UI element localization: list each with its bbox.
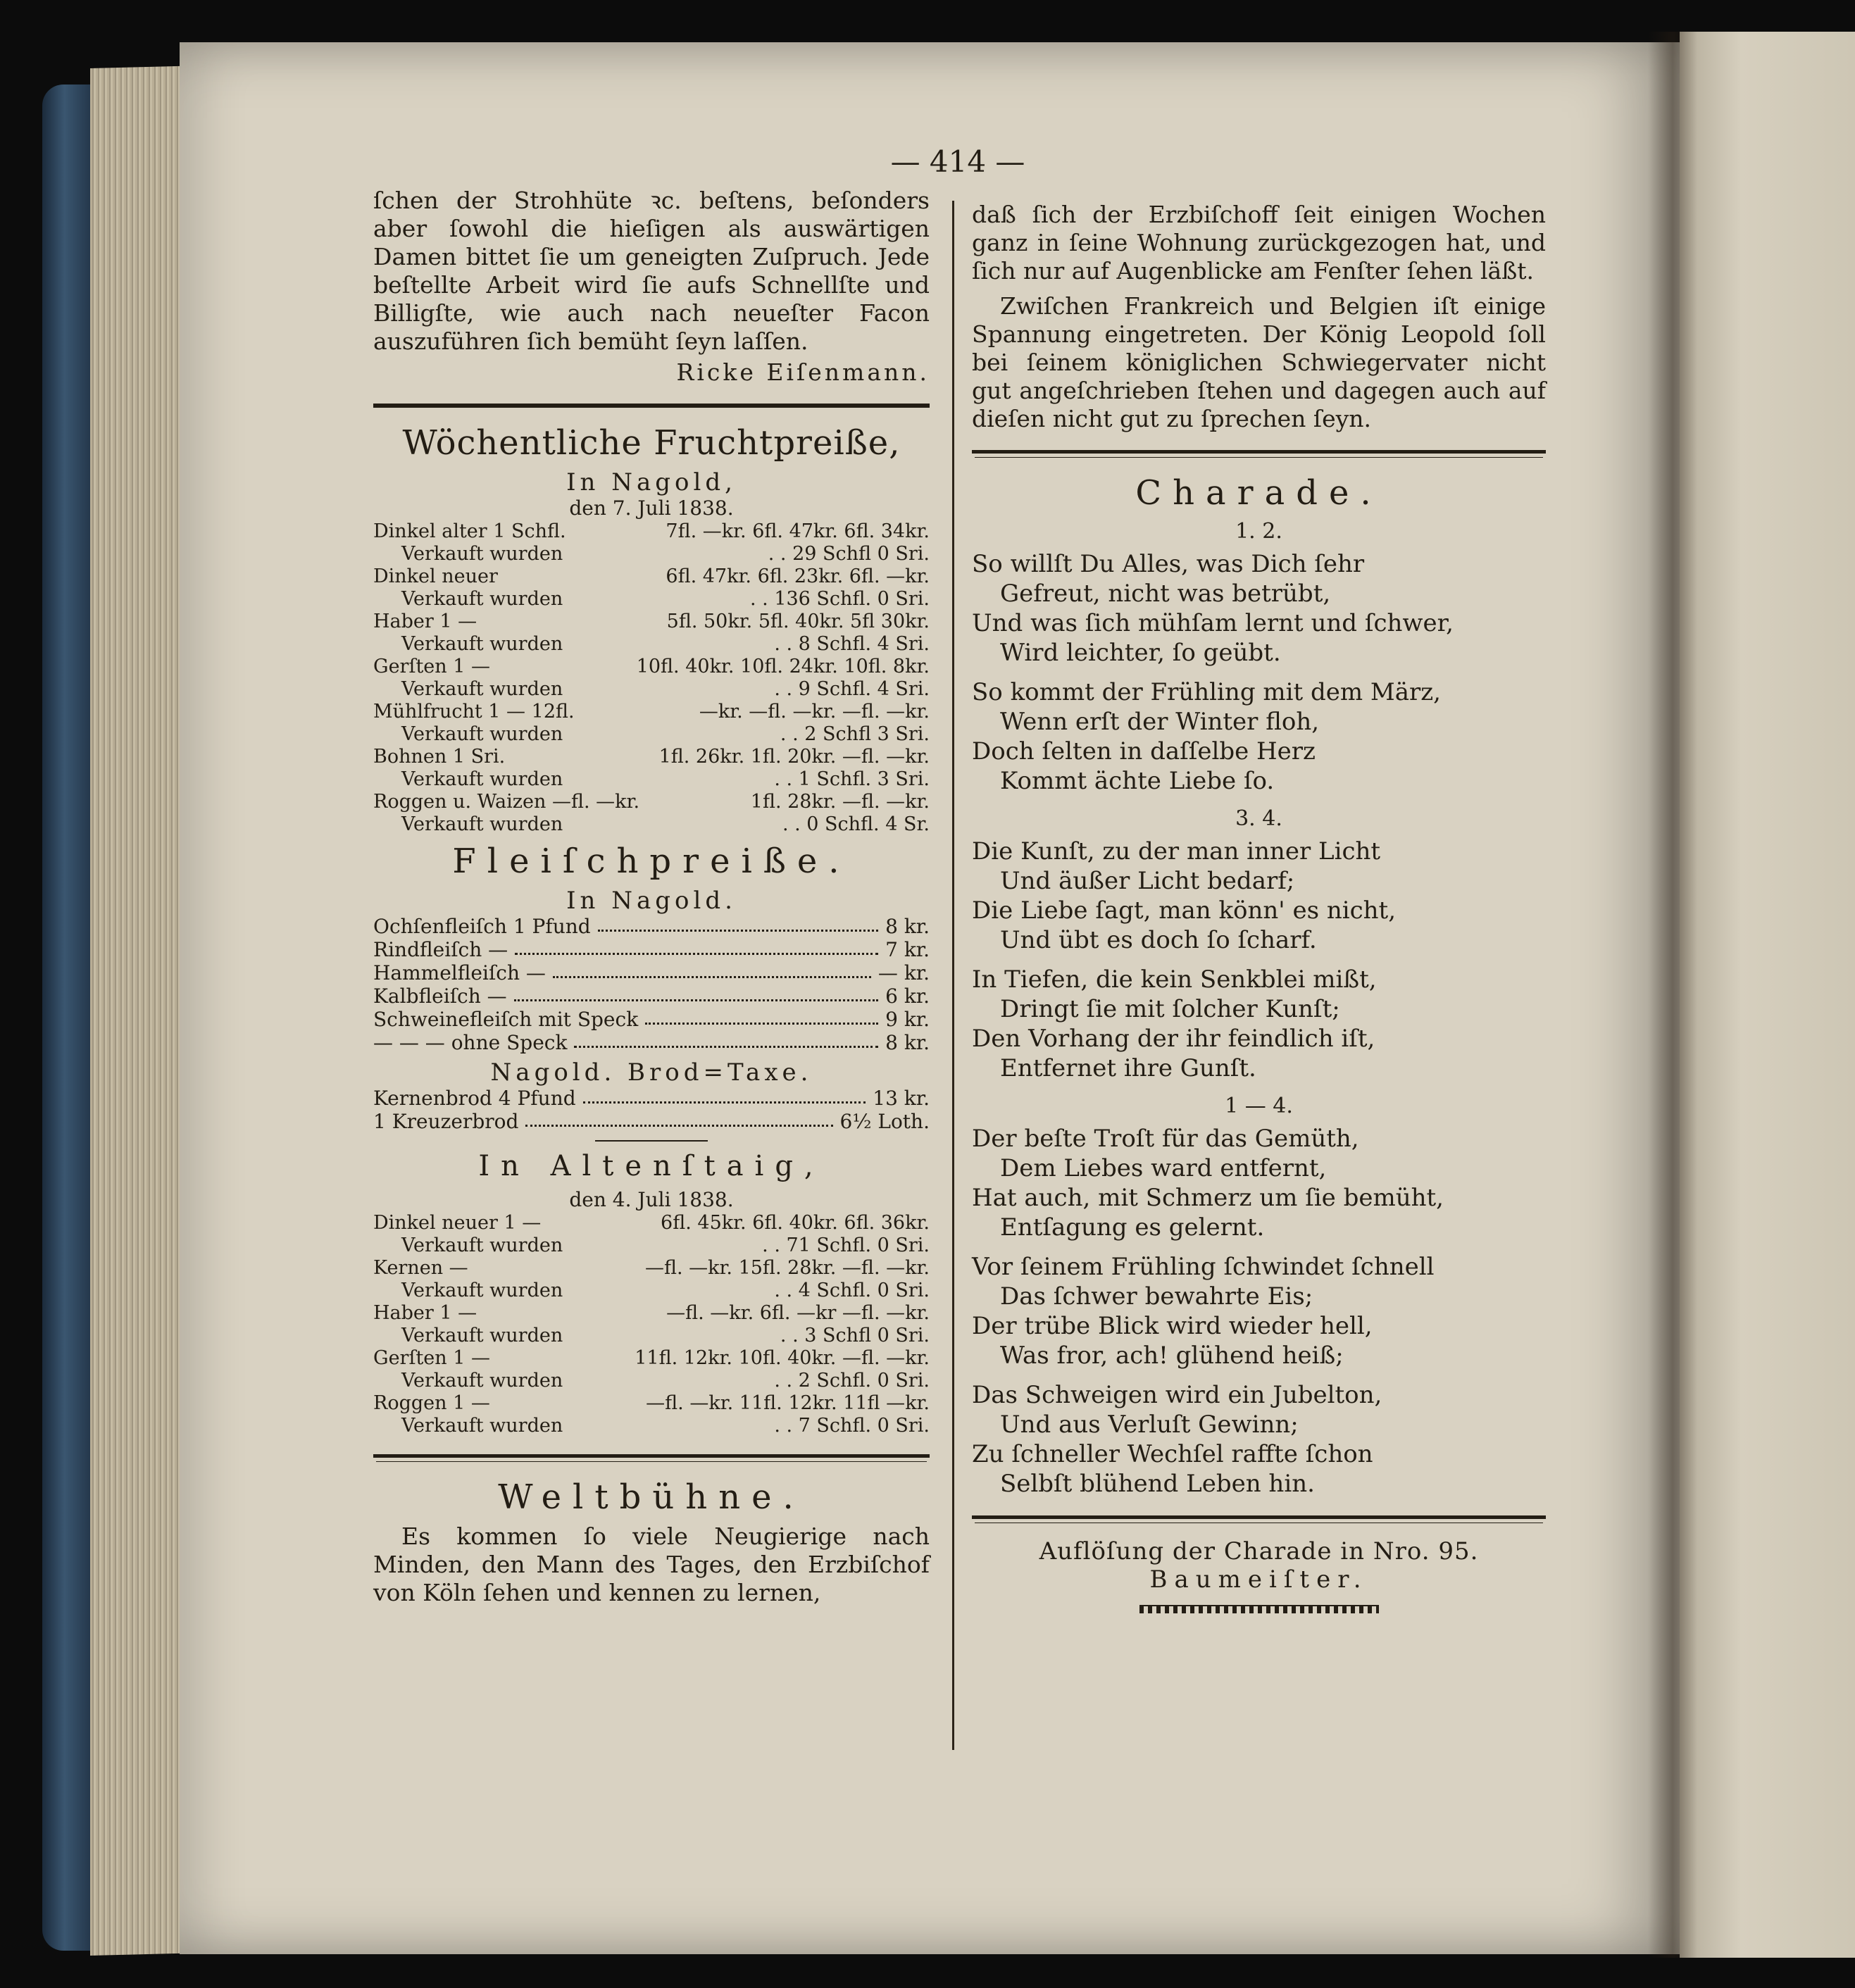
verse-line: Entſagung es gelernt. — [1000, 1213, 1265, 1242]
sold-quantity-row — [373, 1234, 930, 1257]
dot-leader — [525, 1110, 832, 1127]
section-rule — [373, 404, 930, 408]
sold-quantity-row — [373, 1415, 930, 1437]
price-row — [373, 611, 930, 633]
dot-leader — [553, 961, 871, 978]
price-row-label: Verkauft wurden — [401, 1370, 563, 1392]
price-row — [373, 1110, 930, 1133]
price-row-label: Verkauft wurden — [401, 588, 563, 610]
price-row-values: 11fl. 12kr. 10fl. 40kr. —fl. —kr. — [635, 1347, 930, 1369]
price-row — [373, 1087, 930, 1110]
price-row-label: Gerſten 1 — — [373, 656, 491, 677]
sold-quantity-row — [373, 768, 930, 791]
price-row-label: Ochſenfleiſch 1 Pfund — [373, 915, 591, 938]
price-row — [373, 791, 930, 813]
price-row-label: Haber 1 — — [373, 1302, 477, 1324]
charade-poem — [972, 518, 1546, 1499]
altensteig-title: In Altenſtaig, — [478, 1150, 825, 1182]
price-row-values: . . 8 Schfl. 4 Sri. — [774, 633, 930, 655]
charade-stanza — [972, 549, 1546, 668]
short-rule — [595, 1140, 708, 1142]
price-row-label: Verkauft wurden — [401, 1234, 563, 1256]
dot-leader — [515, 938, 878, 955]
price-row-value: — kr. — [877, 961, 930, 984]
price-row-label: Verkauft wurden — [401, 1325, 563, 1346]
charade-section-number: 1. 2. — [1235, 519, 1282, 544]
book-gutter — [1648, 32, 1697, 1958]
price-row-values: . . 29 Schfl 0 Sri. — [768, 543, 930, 565]
verse-line: Und übt es doch ſo ſcharf. — [1000, 926, 1317, 954]
sold-quantity-row — [373, 678, 930, 701]
meat-prices-place: In Nagold. — [566, 887, 737, 915]
weltbuehne-title: Weltbühne. — [498, 1477, 805, 1517]
price-row-value: 7 kr. — [885, 938, 930, 961]
sold-quantity-row — [373, 588, 930, 611]
weltbuehne-text: Es kommen ſo viele Neugierige nach Minden, den Mann des Tages, den Erzbiſchof von Köln ſehen und kennen zu lernen, — [373, 1523, 930, 1606]
price-row-label: Verkauft wurden — [401, 1415, 563, 1437]
verse-line: Die Liebe ſagt, man könn' es nicht, — [972, 896, 1397, 925]
price-row-label: Verkauft wurden — [401, 678, 563, 700]
meat-prices-table — [373, 915, 930, 1054]
meat-prices-title: Fleiſchpreiße. — [452, 842, 851, 881]
verse-line: Gefreut, nicht was betrübt, — [1000, 580, 1331, 608]
price-row — [373, 746, 930, 768]
right-column — [972, 201, 1546, 1613]
price-row-values: . . 2 Schfl 3 Sri. — [780, 723, 930, 745]
price-row — [373, 1392, 930, 1415]
price-row-label: Hammelfleiſch — — [373, 961, 546, 984]
politics-news: Zwiſchen Frankreich und Belgien iſt einige Spannung eingetreten. Der König Leopold ſoll bei ſeinem königlichen Schwiegervater nicht gut angeſchrieben ſtehen und dagegen auch auf dieſen nicht gut zu ſprechen ſeyn. — [972, 292, 1546, 432]
price-row — [373, 701, 930, 723]
dot-leader — [514, 984, 878, 1001]
sold-quantity-row — [373, 723, 930, 746]
page-number: — 414 — — [890, 144, 1025, 179]
section-rule — [972, 1515, 1546, 1522]
bread-tax-title: Nagold. Brod=Taxe. — [490, 1058, 813, 1087]
verse-line: Wird leichter, ſo geübt. — [1000, 639, 1281, 667]
price-row-values: . . 0 Schfl. 4 Sr. — [782, 813, 930, 835]
price-row-values: —fl. —kr. 11fl. 12kr. 11fl —kr. — [646, 1392, 930, 1414]
section-rule — [373, 1454, 930, 1461]
price-row-values: —fl. —kr. 15fl. 28kr. —fl. —kr. — [644, 1257, 930, 1279]
price-row-values: 5fl. 50kr. 5fl. 40kr. 5fl 30kr. — [666, 611, 930, 632]
price-row — [373, 938, 930, 961]
price-row-label: Rindfleiſch — — [373, 938, 508, 961]
price-row-values: —fl. —kr. 6fl. —kr —fl. —kr. — [666, 1302, 930, 1324]
verse-line: Und was ſich mühſam lernt und ſchwer, — [972, 609, 1454, 637]
sold-quantity-row — [373, 633, 930, 656]
verse-line: Kommt ächte Liebe ſo. — [1000, 767, 1275, 795]
charade-title: Charade. — [1135, 473, 1382, 513]
verse-line: Und äußer Licht bedarf; — [1000, 867, 1295, 895]
advertisement-signature: Ricke Eiſenmann. — [676, 358, 930, 386]
price-row — [373, 961, 930, 984]
price-row-values: 6fl. 47kr. 6fl. 23kr. 6fl. —kr. — [666, 565, 930, 587]
dot-leader — [583, 1087, 866, 1104]
verse-line: Dem Liebes ward entfernt, — [1000, 1154, 1327, 1182]
price-row-values: 1fl. 28kr. —fl. —kr. — [750, 791, 930, 813]
charade-stanza — [972, 837, 1546, 955]
price-row — [373, 1008, 930, 1031]
price-row-label: Verkauft wurden — [401, 813, 563, 835]
price-row — [373, 656, 930, 678]
book-spine — [42, 85, 92, 1951]
price-row-label: Kernen — — [373, 1257, 468, 1279]
price-row — [373, 1302, 930, 1325]
price-row-label: Verkauft wurden — [401, 1280, 563, 1301]
price-row-label: Verkauft wurden — [401, 723, 563, 745]
sold-quantity-row — [373, 1280, 930, 1302]
verse-line: So willſt Du Alles, was Dich ſehr — [972, 550, 1365, 578]
price-row — [373, 1347, 930, 1370]
price-row-values: . . 2 Schfl. 0 Sri. — [774, 1370, 930, 1392]
price-row-label: Schweinefleiſch mit Speck — [373, 1008, 639, 1031]
verse-line: Hat auch, mit Schmerz um ſie bemüht, — [972, 1184, 1444, 1212]
charade-stanza — [972, 1380, 1546, 1499]
price-row-values: 7fl. —kr. 6fl. 47kr. 6fl. 34kr. — [666, 520, 930, 542]
price-row-value: 9 kr. — [885, 1008, 930, 1031]
dot-leader — [574, 1031, 878, 1048]
ornament-rule — [1139, 1605, 1379, 1613]
price-row — [373, 1212, 930, 1234]
price-row-label: Haber 1 — — [373, 611, 477, 632]
price-row-label: 1 Kreuzerbrod — [373, 1110, 519, 1133]
price-row-values: . . 3 Schfl 0 Sri. — [780, 1325, 930, 1346]
bread-tax-table — [373, 1087, 930, 1133]
price-row-label: Verkauft wurden — [401, 543, 563, 565]
left-column — [373, 187, 930, 1607]
charade-stanza — [972, 1124, 1546, 1242]
price-row-values: 10fl. 40kr. 10fl. 24kr. 10fl. 8kr. — [636, 656, 930, 677]
price-row-value: 8 kr. — [885, 1031, 930, 1054]
price-row-label: Gerſten 1 — — [373, 1347, 491, 1369]
charade-stanza — [972, 677, 1546, 796]
price-row-label: Verkauft wurden — [401, 633, 563, 655]
sold-quantity-row — [373, 1370, 930, 1392]
sold-quantity-row — [373, 813, 930, 836]
price-row-label: Kalbfleiſch — — [373, 984, 507, 1008]
altensteig-prices-table — [373, 1212, 930, 1437]
verse-line: Die Kunſt, zu der man inner Licht — [972, 837, 1381, 865]
charade-section-number: 1 — 4. — [1225, 1094, 1293, 1118]
price-row — [373, 984, 930, 1008]
verse-line: Der beſte Troſt für das Gemüth, — [972, 1125, 1359, 1153]
verse-line: Der trübe Blick wird wieder hell, — [972, 1312, 1373, 1340]
dot-leader — [645, 1008, 878, 1025]
price-row-values: . . 9 Schfl. 4 Sri. — [774, 678, 930, 700]
price-row — [373, 565, 930, 588]
charade-stanza — [972, 965, 1546, 1083]
price-row-value: 8 kr. — [885, 915, 930, 938]
verse-line: In Tiefen, die kein Senkblei mißt, — [972, 965, 1377, 994]
verse-line: Und aus Verluſt Gewinn; — [1000, 1411, 1299, 1439]
price-row-label: Roggen u. Waizen —fl. —kr. — [373, 791, 640, 813]
charade-stanza — [972, 1252, 1546, 1370]
fruit-prices-place: In Nagold, — [566, 468, 737, 496]
price-row-label: Verkauft wurden — [401, 768, 563, 790]
altensteig-date: den 4. Juli 1838. — [569, 1188, 734, 1211]
verse-line: Vor ſeinem Frühling ſchwindet ſchnell — [972, 1253, 1435, 1281]
column-divider — [952, 201, 954, 1750]
price-row-value: 6½ Loth. — [839, 1110, 930, 1133]
verse-line: Doch ſelten in daſſelbe Herz — [972, 737, 1316, 765]
advertisement-text: ſchen der Strohhüte ꝛc. beſtens, beſonders aber ſowohl die hieſigen als auswärtigen Damen bittet ſie um geneigten Zuſpruch. Jede beſtellte Arbeit wird ſie aufs Schnellſte und Billigſte, wie auch nach neueſter Facon auszuführen ſich bemüht ſeyn laſſen. — [373, 187, 930, 355]
price-row — [373, 1257, 930, 1280]
price-row-values: . . 4 Schfl. 0 Sri. — [774, 1280, 930, 1301]
price-row — [373, 1031, 930, 1054]
price-row-values: —kr. —fl. —kr. —fl. —kr. — [699, 701, 930, 723]
price-row-value: 13 kr. — [873, 1087, 930, 1110]
verse-line: Das Schweigen wird ein Jubelton, — [972, 1381, 1382, 1409]
weltbuehne-continuation: daß ſich der Erzbiſchoff ſeit einigen Wochen ganz in ſeine Wohnung zurückgezogen hat, und ſich nur auf Augenblicke am Fenſter ſehen läßt. — [972, 201, 1546, 285]
price-row-label: Kernenbrod 4 Pfund — [373, 1087, 576, 1110]
price-row-label: Bohnen 1 Sri. — [373, 746, 506, 768]
verse-line: Zu ſchneller Wechſel raffte ſchon — [972, 1440, 1373, 1468]
price-row-label: Dinkel neuer — [373, 565, 498, 587]
solution-answer: Baumeiſter. — [1149, 1565, 1368, 1594]
verse-line: Was fror, ach! glühend heiß; — [1000, 1342, 1344, 1370]
facing-page-edge — [1680, 32, 1855, 1958]
price-row-label: Roggen 1 — — [373, 1392, 490, 1414]
price-row-values: . . 71 Schfl. 0 Sri. — [762, 1234, 930, 1256]
fruit-prices-table — [373, 520, 930, 836]
dot-leader — [598, 915, 878, 932]
price-row-label: Dinkel alter 1 Schfl. — [373, 520, 566, 542]
price-row — [373, 915, 930, 938]
price-row-label: Mühlfrucht 1 — 12fl. — [373, 701, 575, 723]
price-row-label: — — — ohne Speck — [373, 1031, 568, 1054]
price-row-values: . . 136 Schfl. 0 Sri. — [749, 588, 930, 610]
price-row-values: . . 1 Schfl. 3 Sri. — [774, 768, 930, 790]
solution-line: Auflöſung der Charade in Nro. 95. — [1039, 1537, 1479, 1565]
verse-line: Das ſchwer bewahrte Eis; — [1000, 1282, 1313, 1311]
section-rule — [972, 450, 1546, 456]
price-row-values: . . 7 Schfl. 0 Sri. — [774, 1415, 930, 1437]
charade-section-number: 3. 4. — [1235, 806, 1282, 831]
verse-line: Wenn erſt der Winter floh, — [1000, 708, 1320, 736]
price-row-values: 1fl. 26kr. 1fl. 20kr. —fl. —kr. — [658, 746, 930, 768]
fruit-prices-date: den 7. Juli 1838. — [569, 496, 734, 520]
verse-line: Selbſt blühend Leben hin. — [1000, 1470, 1315, 1498]
price-row-label: Dinkel neuer 1 — — [373, 1212, 542, 1234]
price-row — [373, 520, 930, 543]
verse-line: Entfernet ihre Gunſt. — [1000, 1054, 1256, 1082]
verse-line: Den Vorhang der ihr feindlich iſt, — [972, 1025, 1375, 1053]
fruit-prices-title: Wöchentliche Fruchtpreiße, — [402, 423, 901, 463]
price-row-values: 6fl. 45kr. 6fl. 40kr. 6fl. 36kr. — [661, 1212, 930, 1234]
price-row-value: 6 kr. — [885, 984, 930, 1008]
verse-line: Dringt ſie mit ſolcher Kunſt; — [1000, 995, 1340, 1023]
sold-quantity-row — [373, 543, 930, 565]
sold-quantity-row — [373, 1325, 930, 1347]
verse-line: So kommt der Frühling mit dem März, — [972, 678, 1441, 706]
